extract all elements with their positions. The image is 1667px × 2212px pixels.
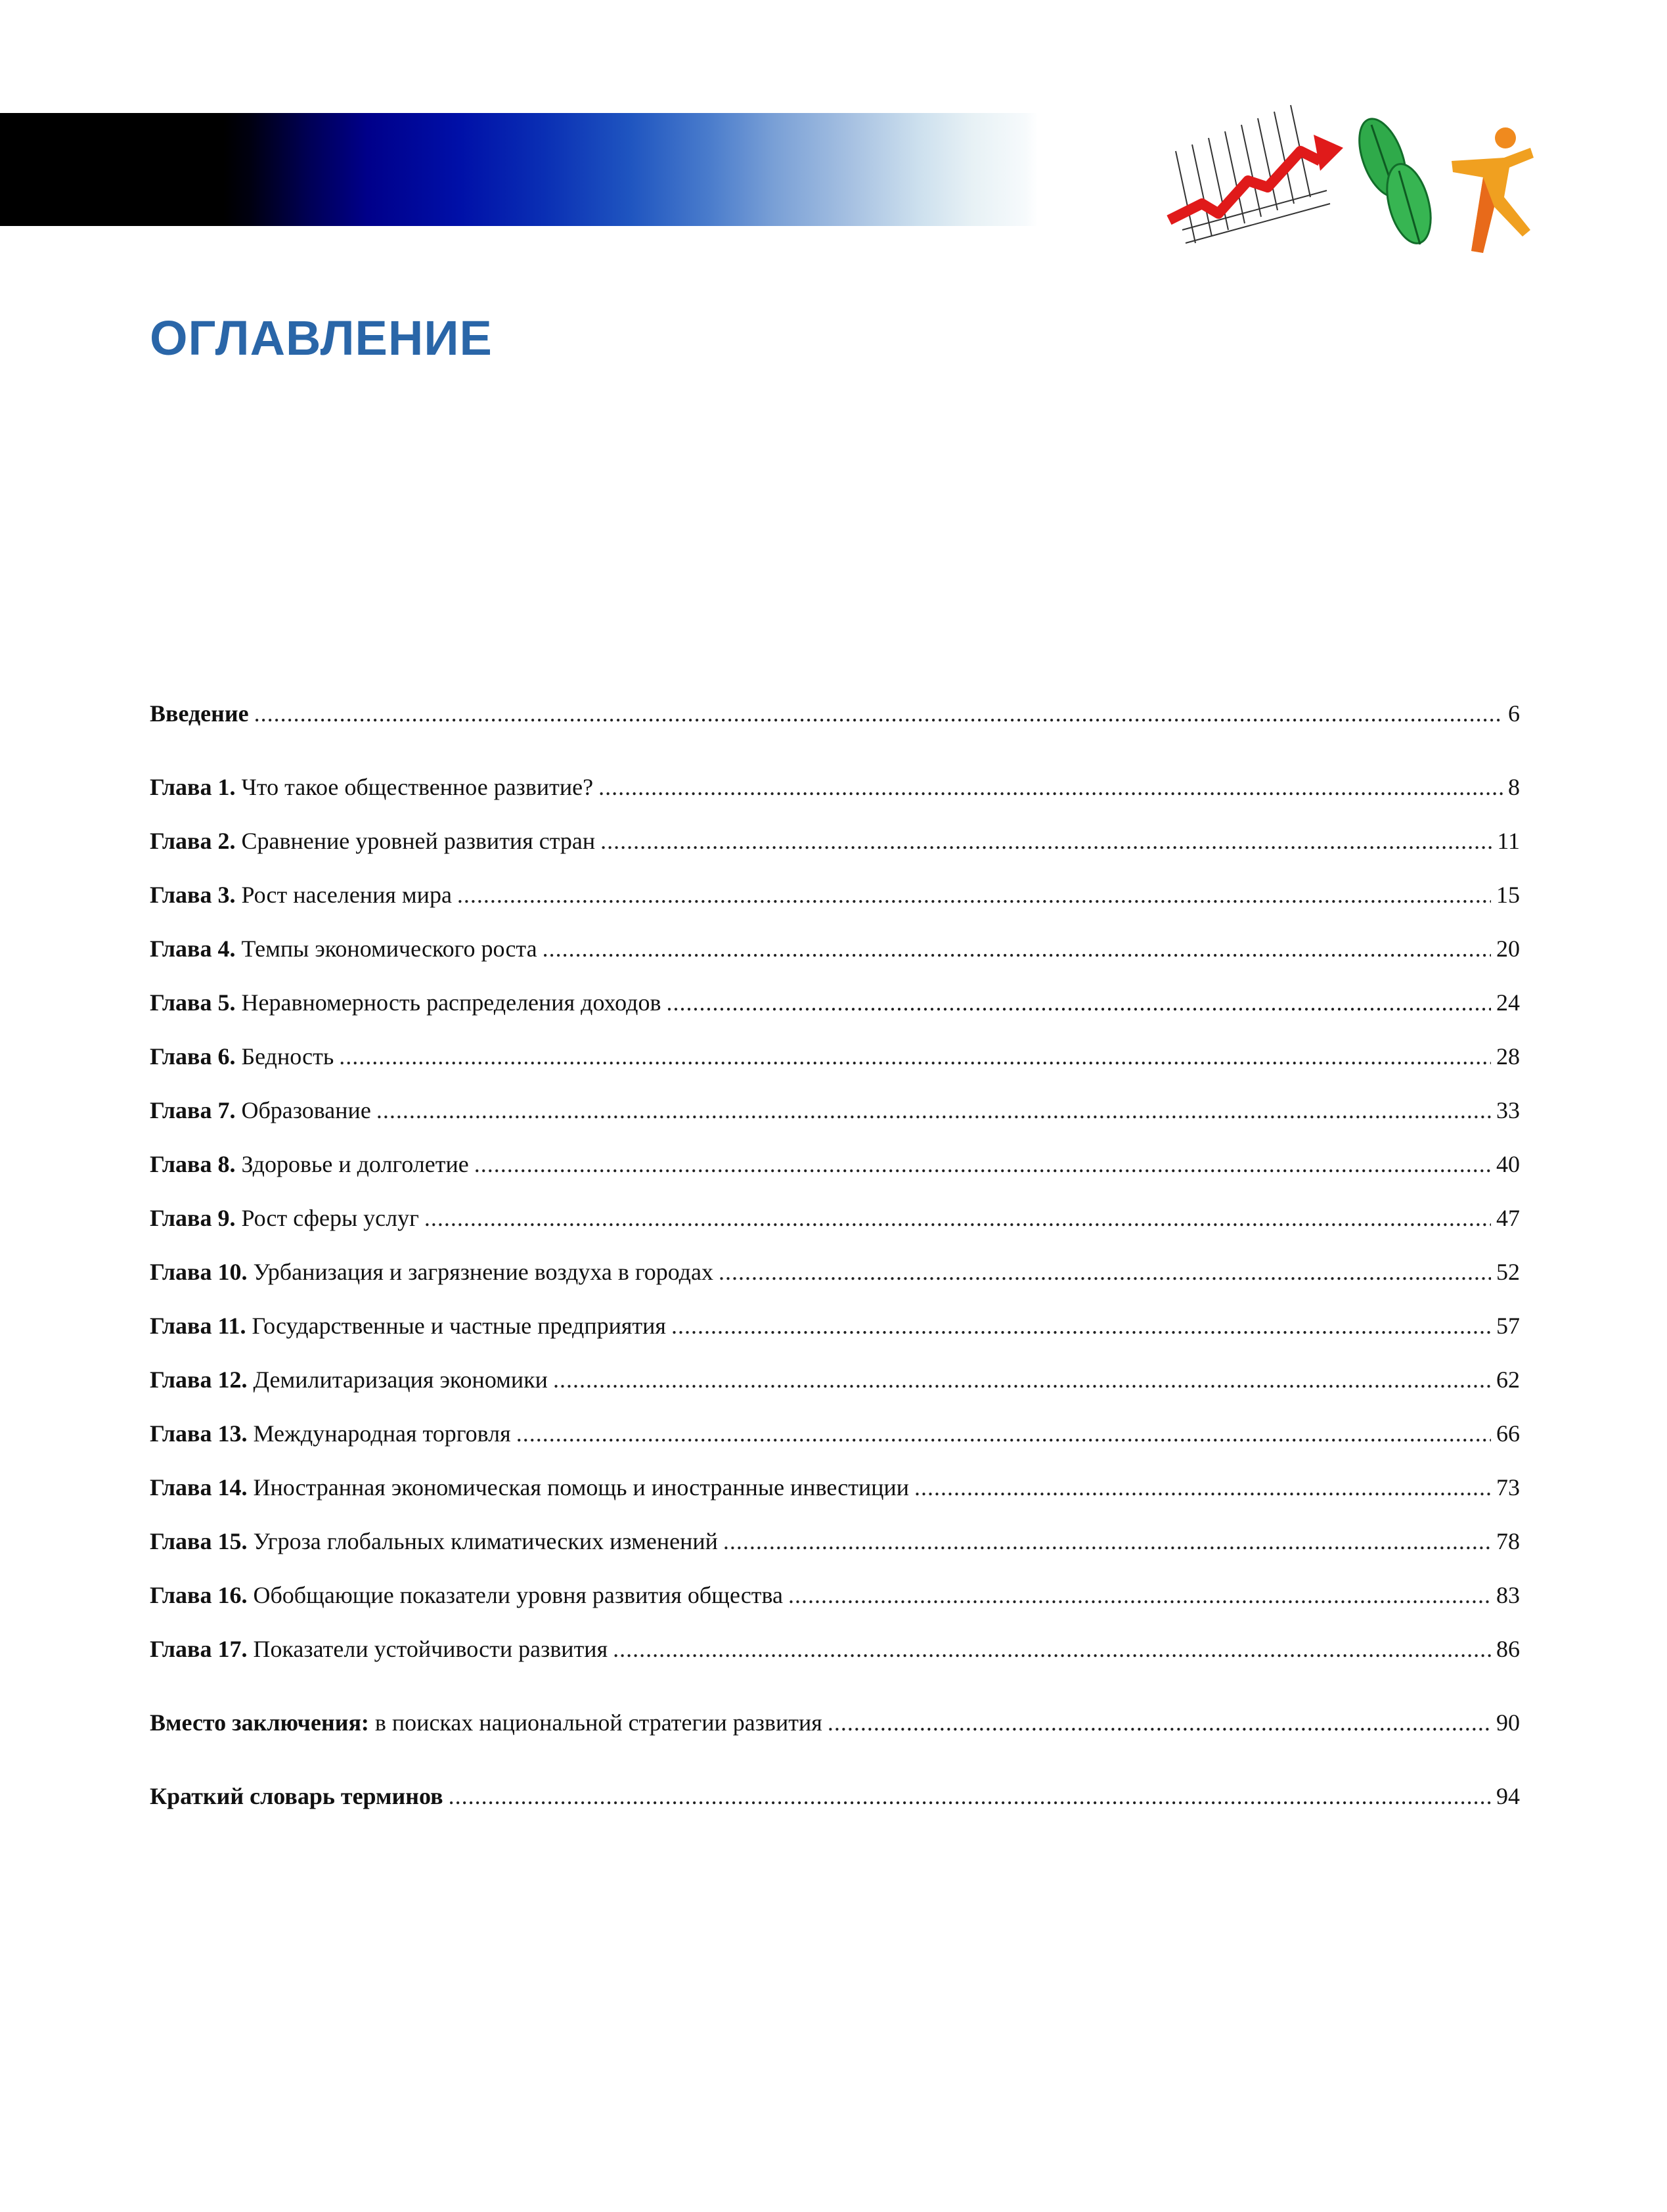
dot-leader <box>914 1473 1491 1502</box>
toc-entry-text: Рост населения мира <box>235 882 452 908</box>
header-logo <box>1163 99 1544 263</box>
toc-entry-text: Сравнение уровней развития стран <box>235 828 596 854</box>
toc-entry-prefix: Глава 17. <box>150 1636 248 1662</box>
toc-entry-prefix: Вместо заключения: <box>150 1709 369 1736</box>
dot-leader <box>424 1204 1491 1232</box>
toc-entry-chapter-7[interactable] <box>150 1096 1520 1125</box>
dot-leader <box>600 826 1492 855</box>
dot-leader <box>613 1635 1491 1663</box>
toc-entry-chapter-1[interactable] <box>150 773 1520 801</box>
toc-entry-chapter-12[interactable] <box>150 1365 1520 1394</box>
toc-entry-text: Темпы экономического роста <box>235 936 537 962</box>
dot-leader <box>457 880 1491 909</box>
toc-entry-chapter-13[interactable] <box>150 1419 1520 1448</box>
leaves-icon <box>1350 112 1438 248</box>
toc-entry-chapter-8[interactable] <box>150 1150 1520 1179</box>
table-of-contents <box>150 699 1520 1836</box>
toc-entry-prefix: Глава 11. <box>150 1313 246 1339</box>
toc-entry-chapter-10[interactable] <box>150 1257 1520 1286</box>
toc-entry-chapter-9[interactable] <box>150 1204 1520 1232</box>
toc-entry-text: Что такое общественное развитие? <box>235 774 594 800</box>
toc-entry-page: 15 <box>1496 882 1520 908</box>
header-gradient-band <box>0 113 1038 226</box>
toc-entry-page: 8 <box>1508 774 1520 800</box>
toc-entry-text: Показатели устойчивости развития <box>247 1636 608 1662</box>
toc-entry-prefix: Глава 4. <box>150 936 236 962</box>
toc-entry-chapter-2[interactable] <box>150 826 1520 855</box>
toc-entry-conclusion[interactable] <box>150 1708 1520 1737</box>
dot-leader <box>719 1257 1491 1286</box>
toc-entry-prefix: Глава 9. <box>150 1205 236 1231</box>
dot-leader <box>339 1042 1491 1071</box>
toc-entry-text: Международная торговля <box>247 1420 511 1447</box>
toc-entry-page: 83 <box>1496 1582 1520 1608</box>
toc-entry-prefix: Глава 1. <box>150 774 236 800</box>
toc-entry-page: 86 <box>1496 1636 1520 1662</box>
toc-entry-chapter-11[interactable] <box>150 1311 1520 1340</box>
toc-entry-prefix: Глава 8. <box>150 1151 236 1177</box>
dot-leader <box>543 934 1491 963</box>
toc-entry-text: Образование <box>235 1097 371 1123</box>
toc-entry-page: 52 <box>1496 1259 1520 1285</box>
toc-entry-chapter-6[interactable] <box>150 1042 1520 1071</box>
toc-entry-page: 24 <box>1496 989 1520 1016</box>
toc-entry-prefix: Глава 5. <box>150 989 236 1016</box>
dot-leader <box>516 1419 1491 1448</box>
toc-entry-page: 66 <box>1496 1420 1520 1447</box>
toc-entry-page: 57 <box>1496 1313 1520 1339</box>
toc-entry-prefix: Глава 14. <box>150 1474 248 1501</box>
toc-entry-page: 33 <box>1496 1097 1520 1123</box>
dot-leader <box>598 773 1503 801</box>
toc-entry-chapter-3[interactable] <box>150 880 1520 909</box>
toc-entry-prefix: Введение <box>150 700 249 727</box>
toc-entry-page: 40 <box>1496 1151 1520 1177</box>
toc-entry-glossary[interactable] <box>150 1782 1520 1811</box>
toc-entry-prefix: Глава 16. <box>150 1582 248 1608</box>
toc-entry-chapter-17[interactable] <box>150 1635 1520 1663</box>
toc-entry-page: 78 <box>1496 1528 1520 1554</box>
toc-entry-page: 6 <box>1508 700 1520 727</box>
toc-entry-prefix: Глава 7. <box>150 1097 236 1123</box>
dot-leader <box>553 1365 1491 1394</box>
page-title: ОГЛАВЛЕНИЕ <box>150 311 493 365</box>
dot-leader <box>671 1311 1491 1340</box>
toc-entry-page: 90 <box>1496 1709 1520 1736</box>
toc-entry-page: 28 <box>1496 1043 1520 1070</box>
toc-entry-text: Государственные и частные предприятия <box>246 1313 666 1339</box>
person-icon <box>1452 127 1534 253</box>
toc-entry-prefix: Глава 10. <box>150 1259 248 1285</box>
dot-leader <box>828 1708 1491 1737</box>
toc-entry-chapter-16[interactable] <box>150 1581 1520 1610</box>
toc-entry-text: Урбанизация и загрязнение воздуха в городах <box>247 1259 713 1285</box>
toc-entry-text: Рост сферы услуг <box>235 1205 419 1231</box>
toc-entry-prefix: Глава 15. <box>150 1528 248 1554</box>
toc-entry-prefix: Краткий словарь терминов <box>150 1783 443 1809</box>
toc-entry-chapter-14[interactable] <box>150 1473 1520 1502</box>
toc-entry-text: Угроза глобальных климатических изменений <box>247 1528 718 1554</box>
toc-entry-page: 94 <box>1496 1783 1520 1809</box>
toc-entry-prefix: Глава 6. <box>150 1043 236 1070</box>
toc-entry-text: Обобщающие показатели уровня развития общества <box>247 1582 784 1608</box>
toc-entry-prefix: Глава 12. <box>150 1366 248 1393</box>
toc-entry-prefix: Глава 2. <box>150 828 236 854</box>
dot-leader <box>449 1782 1491 1811</box>
toc-entry-text: Иностранная экономическая помощь и иностранные инвестиции <box>247 1474 910 1501</box>
toc-entry-text: Демилитаризация экономики <box>247 1366 548 1393</box>
toc-entry-chapter-4[interactable] <box>150 934 1520 963</box>
toc-entry-page: 20 <box>1496 936 1520 962</box>
toc-entry-chapter-5[interactable] <box>150 988 1520 1017</box>
toc-entry-introduction[interactable] <box>150 699 1520 728</box>
dot-leader <box>376 1096 1491 1125</box>
toc-entry-page: 62 <box>1496 1366 1520 1393</box>
toc-entry-text: Бедность <box>235 1043 334 1070</box>
dot-leader <box>254 699 1503 728</box>
dot-leader <box>666 988 1491 1017</box>
toc-entry-text: Неравномерность распределения доходов <box>235 989 661 1016</box>
toc-entry-text: Здоровье и долголетие <box>235 1151 469 1177</box>
dot-leader <box>723 1527 1491 1556</box>
toc-entry-page: 11 <box>1497 828 1520 854</box>
toc-entry-text: в поисках национальной стратегии развития <box>368 1709 822 1736</box>
growth-chart-icon <box>1169 105 1343 243</box>
toc-entry-chapter-15[interactable] <box>150 1527 1520 1556</box>
toc-entry-prefix: Глава 13. <box>150 1420 248 1447</box>
toc-entry-page: 73 <box>1496 1474 1520 1501</box>
dot-leader <box>788 1581 1491 1610</box>
toc-entry-page: 47 <box>1496 1205 1520 1231</box>
dot-leader <box>474 1150 1491 1179</box>
toc-entry-prefix: Глава 3. <box>150 882 236 908</box>
